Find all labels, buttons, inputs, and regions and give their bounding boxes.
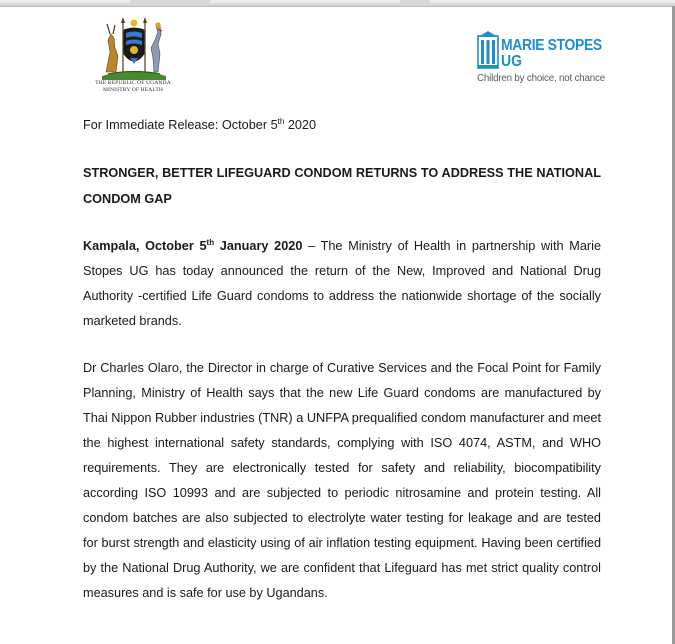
marie-stopes-logo	[477, 30, 607, 88]
dateline	[83, 239, 302, 253]
top-bar-segment	[430, 0, 675, 3]
window-top-bar	[0, 0, 675, 7]
top-bar-segment	[0, 0, 130, 3]
crest-caption-line1: THE REPUBLIC OF UGANDA	[95, 80, 171, 86]
release-line	[83, 112, 601, 138]
release-year: 2020	[284, 118, 317, 132]
marie-stopes-building-icon	[477, 30, 499, 70]
partner-tagline: Children by choice, not chance	[477, 72, 605, 84]
body-paragraph: Dr Charles Olaro, the Director in charge of Curative Services and the Focal Point for Family Planning, Ministry of Health says that the new Life Guard condoms are manufactured by Thai Nippon Rubber industries (TNR) a UNFPA prequalified condom manufacturer and meet the highest international safety standards, complying with ISO 4074, ASTM, and WHO requirements. They are electronically tested for safety and reliability, biocompatibility according ISO 10993 and are subjected to periodic nitrosamine and protein testing. All condom batches are also subjected to electrolyte water testing for leakage and are tested for burst strength and elasticity using of air inflation testing equipment. Having been certified by the National Drug Authority, we are confident that Lifeguard has met strict quality control measures and is safe for use by Ugandans.	[83, 361, 601, 600]
dateline-suffix: th	[206, 237, 215, 247]
dateline-end: January 2020	[214, 239, 303, 253]
release-label: For Immediate Release: October 5	[83, 118, 278, 132]
dateline-start: Kampala, October 5	[83, 239, 207, 253]
intro-body: – The Ministry of Health in partnership with Marie Stopes UG has today announced the return of the New, Improved and National Drug Authority -certified Life Guard condoms to address the nationwide shortage of the socially marketed brands.	[83, 239, 601, 328]
intro-paragraph	[83, 234, 601, 334]
top-bar-segment	[210, 0, 400, 3]
headline: STRONGER, BETTER LIFEGUARD CONDOM RETURNS TO ADDRESS THE NATIONAL CONDOM GAP	[83, 166, 601, 206]
partner-country: UG	[501, 53, 522, 70]
partner-name: MARIE STOPES	[501, 37, 602, 54]
release-date-suffix: th	[277, 116, 285, 126]
crest-caption	[86, 80, 180, 94]
crest-caption-line2: MINISTRY OF HEALTH	[102, 87, 164, 93]
press-release-body	[83, 112, 601, 606]
